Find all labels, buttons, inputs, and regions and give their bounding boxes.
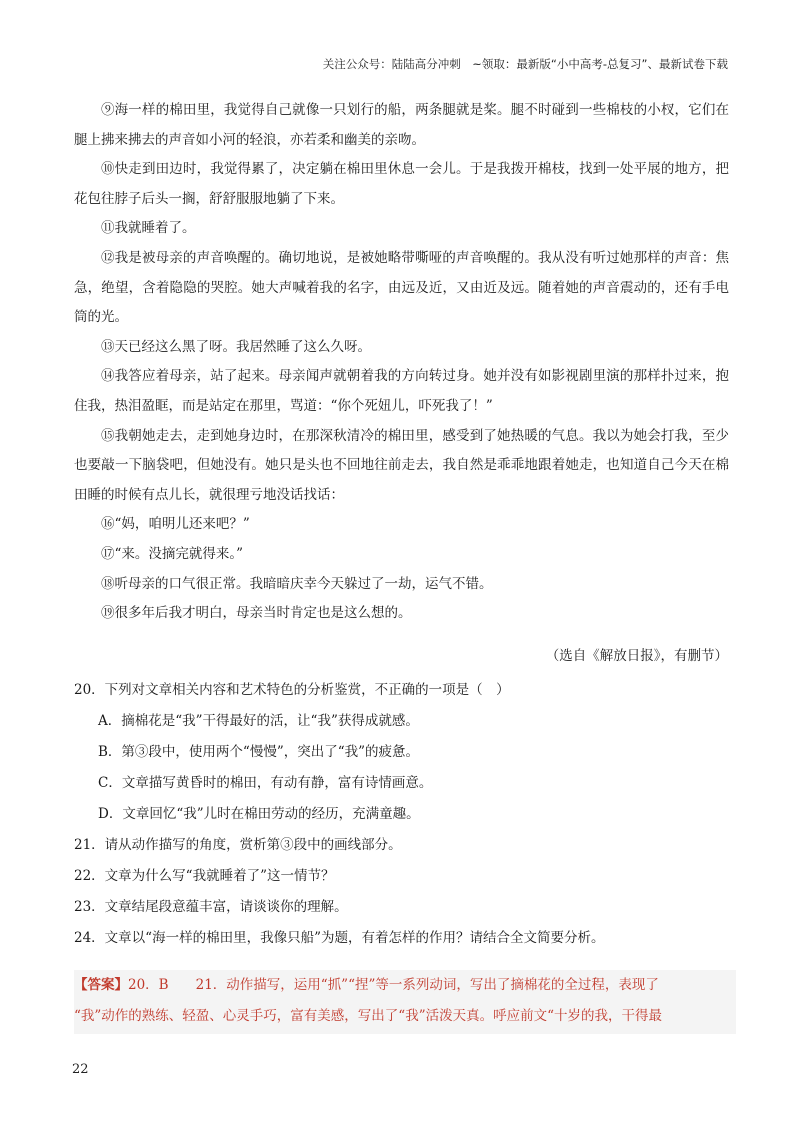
question-20: 20．下列对文章相关内容和艺术特色的分析鉴赏，不正确的一项是（ ）: [74, 682, 510, 698]
question-22: 22．文章为什么写“我就睡着了”这一情节？: [74, 868, 335, 884]
paragraph-13: ⑬天已经这么黑了呀。我居然睡了这么久呀。: [101, 338, 371, 355]
question-24: 24．文章以“海一样的棉田里，我像只船”为题，有着怎样的作用？请结合全文简要分析。: [74, 930, 605, 946]
page-header: 关注公众号：陆陆高分冲刺 ~领取：最新版“小中高考-总复习”、最新试卷下载: [322, 57, 728, 71]
paragraph-10: ⑩快走到田边时，我觉得累了，决定躺在棉田里休息一会儿。于是我拨开棉枝，找到一处平展的地方，把花包往脖子后头一搁，舒舒服服地躺了下来。: [74, 161, 729, 207]
paragraph-17: ⑰“来。没摘完就得来。”: [101, 545, 244, 562]
paragraph-18: ⑱听母亲的口气很正常。我暗暗庆幸今天躲过了一劫，运气不错。: [101, 575, 493, 592]
option-a: A．摘棉花是“我”干得最好的活，让“我”获得成就感。: [98, 713, 419, 729]
paragraph-19: ⑲很多年后我才明白，母亲当时肯定也是这么想的。: [101, 605, 412, 622]
passage: [74, 96, 729, 629]
source-note: （选自《解放日报》，有删节）: [545, 648, 728, 664]
option-b: B．第③段中，使用两个“慢慢”，突出了“我”的疲惫。: [98, 744, 420, 760]
questions: [74, 675, 734, 954]
paragraph-14: ⑭我答应着母亲，站了起来。母亲闻声就朝着我的方向转过身。她并没有如影视剧里演的那样扑过来，抱住我，热泪盈眶，而是站定在那里，骂道：“你个死妞儿，吓死我了！”: [74, 368, 729, 414]
answer-text-1: 20．B 21．动作描写，运用“抓”“捏”等一系列动词，写出了摘棉花的全过程，表现了: [128, 977, 659, 993]
paragraph-9: ⑨海一样的棉田里，我觉得自己就像一只划行的船，两条腿就是桨。腿不时碰到一些棉枝的小杈，它们在腿上拂来拂去的声音如小河的轻浪，亦若柔和幽美的亲吻。: [74, 102, 729, 148]
answer-tag: 【答案】: [74, 977, 128, 993]
option-d: D．文章回忆“我”儿时在棉田劳动的经历，充满童趣。: [98, 806, 420, 822]
option-c: C．文章描写黄昏时的棉田，有动有静，富有诗情画意。: [98, 775, 433, 791]
answer-line-1: [74, 970, 736, 1001]
answer-box: [74, 970, 736, 1034]
question-23: 23．文章结尾段意蕴丰富，请谈谈你的理解。: [74, 899, 348, 915]
paragraph-15: ⑮我朝她走去，走到她身边时，在那深秋清冷的棉田里，感受到了她热暖的气息。我以为她会打我，至少也要敲一下脑袋吧，但她没有。她只是头也不回地往前走去，我自然是乖乖地跟着她走，也知道自己今天在棉田睡的时候有点儿长，就很理亏地没话找话：: [74, 427, 729, 503]
paragraph-12: ⑫我是被母亲的声音唤醒的。确切地说，是被她略带嘶哑的声音唤醒的。我从没有听过她那样的声音：焦急，绝望，含着隐隐的哭腔。她大声喊着我的名字，由远及近，又由近及远。随着她的声音震动的，还有手电筒的光。: [74, 249, 729, 326]
page-number: 22: [72, 1062, 89, 1077]
paragraph-11: ⑪我就睡着了。: [101, 220, 196, 237]
paragraph-16: ⑯“妈，咱明儿还来吧？”: [101, 516, 250, 533]
answer-line-2: “我”动作的熟练、轻盈、心灵手巧，富有美感，写出了“我”活泼天真。呼应前文“十岁的我，干得最: [74, 1008, 663, 1024]
question-21: 21．请从动作描写的角度，赏析第③段中的画线部分。: [74, 837, 402, 853]
